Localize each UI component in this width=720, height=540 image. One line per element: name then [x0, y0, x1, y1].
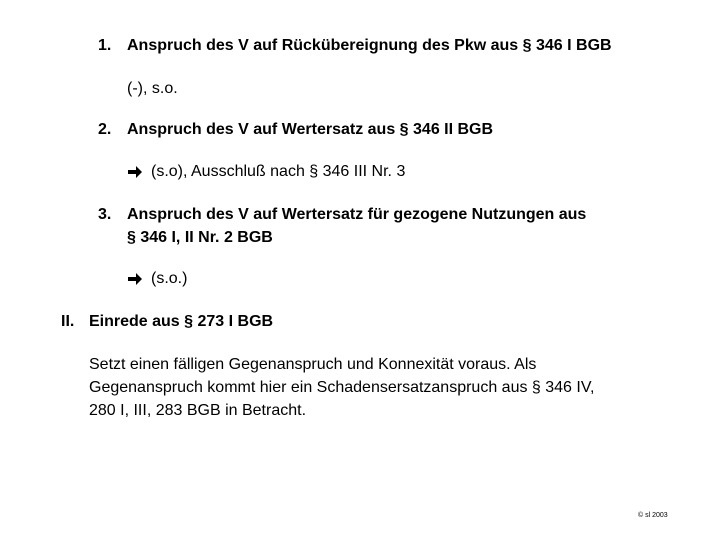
item-2-number: 2.	[98, 121, 112, 138]
section-ii-body-line-2: Gegenanspruch kommt hier ein Schadensersatzanspruch aus § 346 IV,	[89, 379, 595, 396]
copyright-footer: © sl 2003	[638, 512, 668, 519]
item-3-note-row	[127, 270, 187, 288]
section-ii-body-line-1: Setzt einen fälligen Gegenanspruch und Konnexität voraus. Als	[89, 356, 537, 373]
section-ii-heading: Einrede aus § 273 I BGB	[89, 313, 274, 330]
item-3-heading-line2: § 346 I, II Nr. 2 BGB	[127, 229, 273, 246]
section-ii-number: II.	[61, 313, 75, 330]
right-arrow-icon	[127, 165, 143, 179]
section-ii-body-line-3: 280 I, III, 283 BGB in Betracht.	[89, 402, 307, 419]
item-3-number: 3.	[98, 206, 112, 223]
item-1-heading: Anspruch des V auf Rückübereignung des Pkw aus § 346 I BGB	[127, 37, 612, 54]
item-1-note: (-), s.o.	[127, 80, 178, 97]
item-3-note: (s.o.)	[151, 270, 188, 287]
item-3-heading-line1: Anspruch des V auf Wertersatz für gezogene Nutzungen aus	[127, 206, 587, 223]
item-2-heading: Anspruch des V auf Wertersatz aus § 346 II BGB	[127, 121, 494, 138]
right-arrow-icon	[127, 272, 143, 286]
item-2-note-row	[127, 163, 405, 181]
item-1-number: 1.	[98, 37, 112, 54]
item-2-note: (s.o), Ausschluß nach § 346 III Nr. 3	[151, 163, 406, 180]
